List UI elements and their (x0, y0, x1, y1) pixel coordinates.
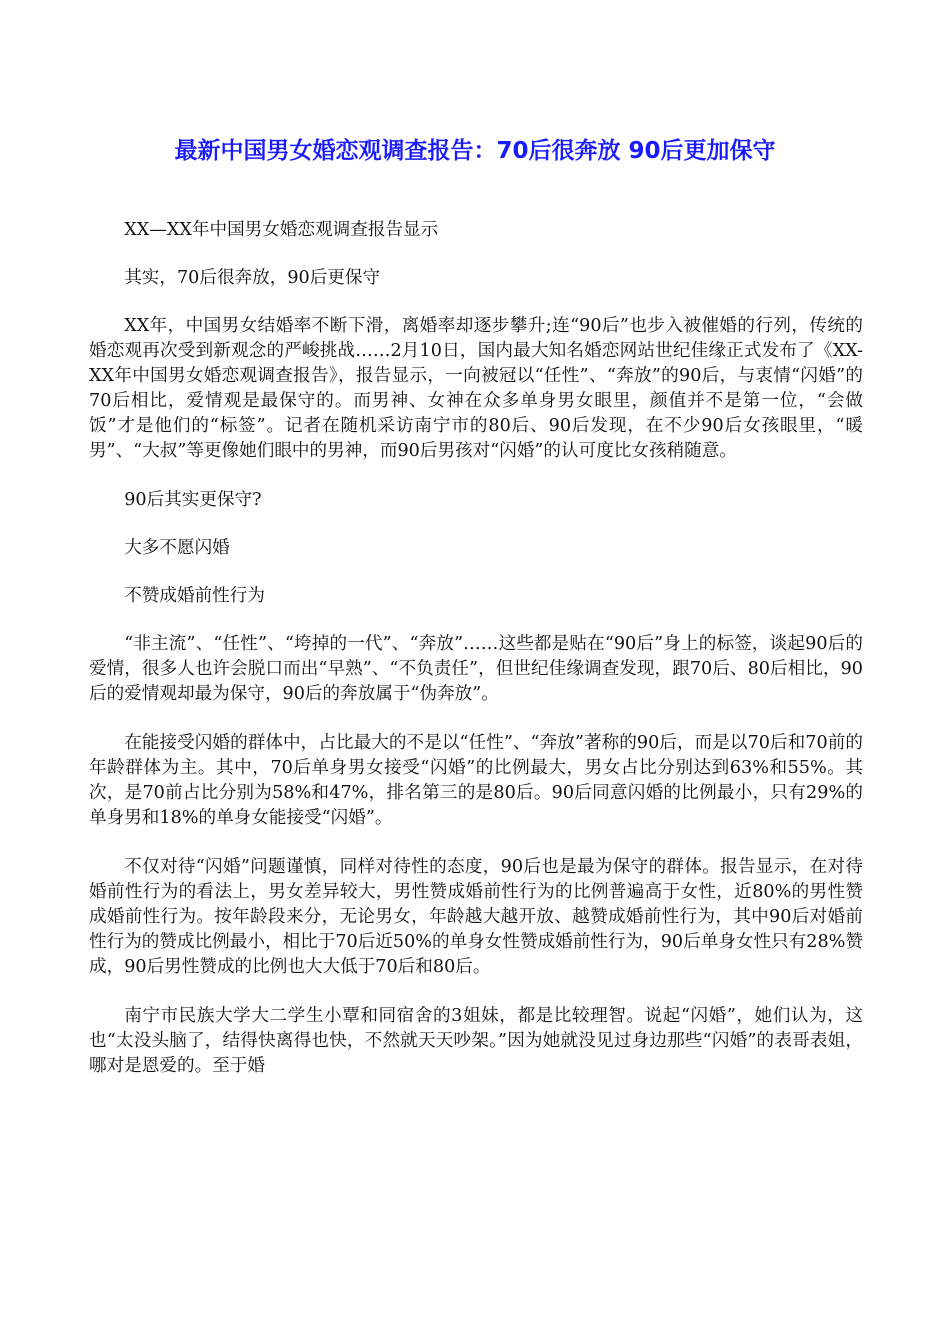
body-paragraph: 不仅对待“闪婚”问题谨慎，同样对待性的态度，90后也是最为保守的群体。报告显示，在对待婚前性行为的看法上，男女差异较大，男性赞成婚前性行为的比例普遍高于女性，近80%的男性赞成婚前性行为。按年龄段来分，无论男女，年龄越大越开放、越赞成婚前性行为，其中90后对婚前性行为的赞成比例最小，相比于70后近50%的单身女性赞成婚前性行为，90后单身女性只有28%赞成，90后男性赞成的比例也大大低于70后和80后。 (89, 857, 863, 977)
body-paragraph: 在能接受闪婚的群体中，占比最大的不是以“任性”、“奔放”著称的90后，而是以70后和70前的年龄群体为主。其中，70后单身男女接受“闪婚”的比例最大，男女占比分别达到63%和55%。其次，是70前占比分别为58%和47%，排名第三的是80后。90后同意闪婚的比例最小，只有29%的单身男和18%的单身女能接受“闪婚”。 (89, 733, 863, 828)
body-paragraph: “非主流”、“任性”、“垮掉的一代”、“奔放”……这些都是贴在“90后”身上的标签，谈起90后的爱情，很多人也许会脱口而出“早熟”、“不负责任”，但世纪佳缘调查发现，跟70后、80后相比，90后的爱情观却最为保守，90后的奔放属于“伪奔放”。 (89, 634, 863, 704)
document-body (89, 218, 863, 1103)
body-paragraph: XX—XX年中国男女婚恋观调查报告显示 (124, 220, 439, 240)
section-heading: 90后其实更保守? (124, 490, 262, 510)
body-paragraph: XX年，中国男女结婚率不断下滑，离婚率却逐步攀升;连“90后”也步入被催婚的行列，传统的婚恋观再次受到新观念的严峻挑战……2月10日，国内最大知名婚恋网站世纪佳缘正式发布了《XX-XX年中国男女婚恋观调查报告》，报告显示，一向被冠以“任性”、“奔放”的90后，与衷情“闪婚”的70后相比，爱情观是最保守的。而男神、女神在众多单身男女眼里，颜值并不是第一位，“会做饭”才是他们的“标签”。记者在随机采访南宁市的80后、90后发现，在不少90后女孩眼里，“暖男”、“大叔”等更像她们眼中的男神，而90后男孩对“闪婚”的认可度比女孩稍随意。 (89, 316, 863, 461)
section-heading: 不赞成婚前性行为 (124, 586, 265, 606)
body-paragraph: 南宁市民族大学大二学生小覃和同宿舍的3姐妹，都是比较理智。说起“闪婚”，她们认为，这也“太没头脑了，结得快离得也快，不然就天天吵架。”因为她就没见过身边那些“闪婚”的表哥表姐，哪对是恩爱的。至于婚 (89, 1006, 863, 1076)
body-paragraph: 其实，70后很奔放，90后更保守 (124, 268, 381, 288)
document-title: 最新中国男女婚恋观调查报告：70后很奔放 90后更加保守 (174, 138, 776, 164)
section-heading: 大多不愿闪婚 (124, 538, 230, 558)
